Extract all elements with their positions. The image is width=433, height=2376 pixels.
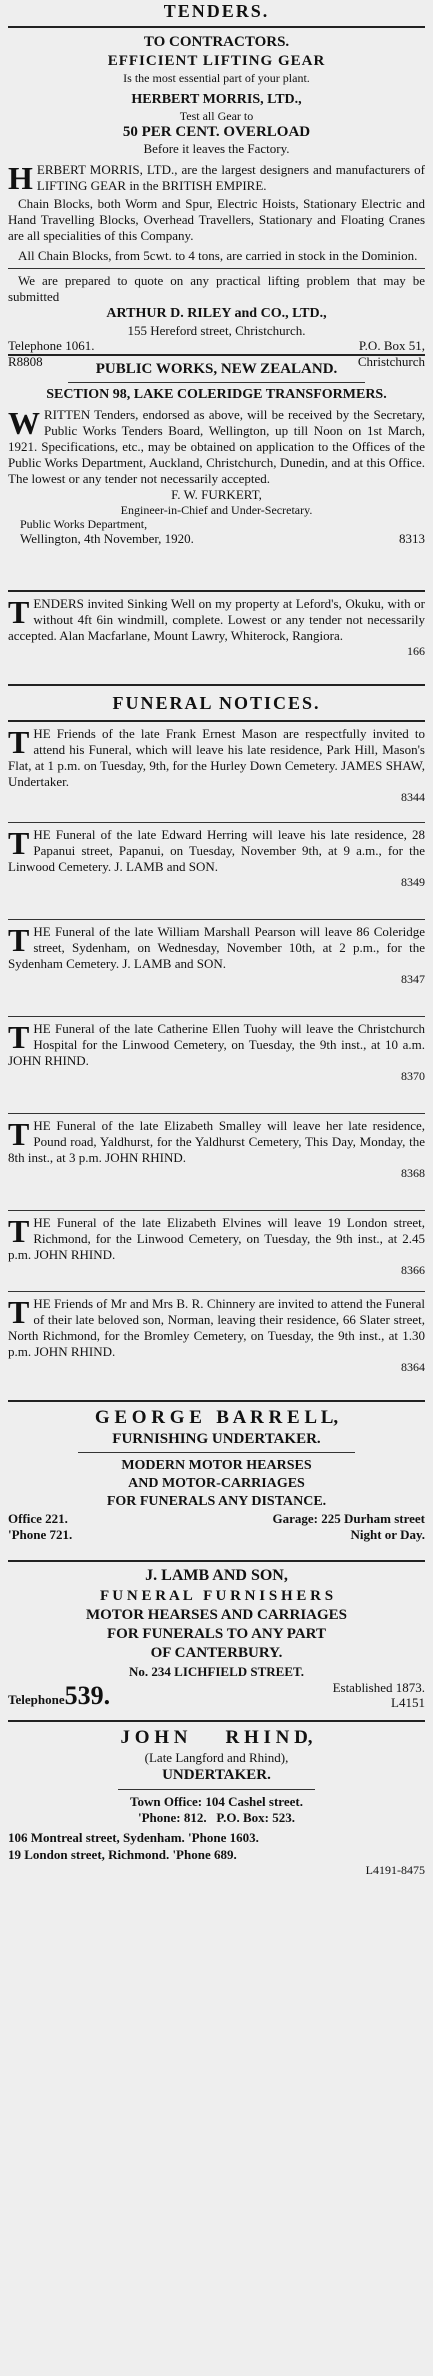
- ad-contact-row: [8, 1511, 425, 1527]
- notice-ref: 8347: [401, 972, 425, 986]
- divider: [78, 1452, 355, 1453]
- drop-cap: T: [8, 1116, 30, 1152]
- divider: [8, 720, 425, 722]
- notice-dept: Public Works Department,: [20, 517, 148, 531]
- notice-ref: 8364: [401, 1360, 425, 1374]
- ad-line: AND MOTOR-CARRIAGES: [128, 1476, 305, 1491]
- notice-text: HE Funeral of the late Elizabeth Smalley will leave her late residence, Pound road, Yaldhurst, for the Yaldhurst Cemetery, This Day, Monday, the 8th inst., at 3 p.m. JOHN RHIND.: [8, 1118, 425, 1165]
- ad-tagline: Is the most essential part of your plant.: [123, 71, 310, 85]
- hours: Night or Day.: [350, 1527, 425, 1542]
- ad-role: F U N E R A L F U R N I S H E R S: [99, 1588, 334, 1604]
- office: Office 221.: [8, 1511, 68, 1526]
- drop-cap: T: [8, 1213, 30, 1249]
- section-title-funeral-notices: FUNERAL NOTICES.: [112, 693, 321, 713]
- notice-signer: F. W. FURKERT,: [171, 487, 262, 502]
- notice-ref: 8349: [401, 875, 425, 889]
- rhind-ad: [8, 1726, 425, 1876]
- drop-cap: T: [8, 825, 30, 861]
- divider: [118, 1789, 315, 1790]
- ad-subtitle: EFFICIENT LIFTING GEAR: [107, 53, 326, 69]
- ad-body: All Chain Blocks, from 5cwt. to 4 tons, are carried in stock in the Dominion.: [18, 248, 418, 263]
- po-box: P.O. Box 51,: [358, 338, 425, 353]
- notice-title: PUBLIC WORKS, NEW ZEALAND.: [95, 361, 338, 377]
- funeral-notice: [8, 726, 425, 818]
- ad-address: No. 234 LICHFIELD STREET.: [129, 1664, 304, 1679]
- drop-cap: T: [8, 1019, 30, 1055]
- ad-company: G E O R G E B A R R E L L,: [94, 1407, 339, 1428]
- ad-agent: ARTHUR D. RILEY and CO., LTD.,: [106, 306, 327, 321]
- divider: [8, 1113, 425, 1114]
- divider: [8, 684, 425, 686]
- divider: [68, 382, 365, 383]
- ad-contact-row: [8, 1527, 425, 1543]
- divider: [8, 268, 425, 269]
- divider: [8, 1720, 425, 1722]
- ad-former: (Late Langford and Rhind),: [144, 1750, 289, 1765]
- sinking-well-notice: [8, 596, 425, 680]
- ad-company: HERBERT MORRIS, LTD.,: [131, 92, 302, 107]
- notice-ref: 166: [407, 644, 425, 658]
- city: Christchurch: [357, 354, 425, 369]
- drop-cap: H: [8, 160, 33, 196]
- telephone: Telephone 1061.: [8, 338, 95, 353]
- ad-line: MOTOR HEARSES AND CARRIAGES: [85, 1607, 348, 1623]
- funeral-notice: [8, 827, 425, 915]
- public-works-notice: [8, 360, 425, 586]
- notice-body: [8, 407, 425, 487]
- notice-text: HE Funeral of the late William Marshall Pearson will leave 86 Coleridge street, Sydenham, on Wednesday, November 10th, at 2 p.m., for the Sydenham Cemetery. J. LAMB and SON.: [8, 924, 425, 971]
- divider: [8, 919, 425, 920]
- ad-line: 50 PER CENT. OVERLOAD: [122, 124, 311, 140]
- notice-signer-title: Engineer-in-Chief and Under-Secretary.: [120, 503, 313, 517]
- ad-body: We are prepared to quote on any practical lifting problem that may be submitted: [8, 273, 425, 304]
- notice-text: HE Funeral of the late Catherine Ellen Tuohy will leave the Christchurch Hospital for the Linwood Cemetery, on Tuesday, the 9th inst., at 10 a.m. JOHN RHIND.: [8, 1021, 425, 1068]
- telephone: 'Phone 721.: [8, 1527, 73, 1542]
- ad-line: OF CANTERBURY.: [150, 1645, 283, 1661]
- drop-cap: T: [8, 724, 30, 760]
- funeral-notice: [8, 1021, 425, 1109]
- notice-text: HE Funeral of the late Edward Herring will leave his late residence, 28 Papanui street, Papanui, on Tuesday, November 9th, at 9 a.m., for the Linwood Cemetery. J. LAMB and SON.: [8, 827, 425, 874]
- notice-date-row: [8, 531, 425, 547]
- notice-text: HE Funeral of the late Elizabeth Elvines will leave 19 London street, Richmond, for the Linwood Cemetery, on Tuesday, the 9th inst., at 2.45 p.m. JOHN RHIND.: [8, 1215, 425, 1262]
- ad-role: FURNISHING UNDERTAKER.: [112, 1431, 321, 1447]
- ad-heading: TO CONTRACTORS.: [143, 34, 290, 50]
- ad-line: Before it leaves the Factory.: [143, 141, 290, 156]
- notice-ref: 8366: [401, 1263, 425, 1277]
- drop-cap: T: [8, 922, 30, 958]
- ad-company: J O H N R H I N D,: [120, 1727, 313, 1748]
- drop-cap: T: [8, 1294, 30, 1330]
- funeral-notice: [8, 1296, 425, 1396]
- ad-role: UNDERTAKER.: [162, 1767, 271, 1783]
- ad-contact-row: [8, 338, 425, 354]
- drop-cap: T: [8, 594, 30, 630]
- ad-ref: R8808: [8, 354, 43, 369]
- section-title-tenders: TENDERS.: [163, 1, 270, 21]
- ad-line: MODERN MOTOR HEARSES: [121, 1458, 312, 1473]
- divider: [8, 1210, 425, 1211]
- established: Established 1873.: [332, 1680, 425, 1695]
- ad-address: 19 London street, Richmond. 'Phone 689.: [8, 1847, 237, 1862]
- lamb-ad: [8, 1566, 425, 1716]
- funeral-notice: [8, 1215, 425, 1287]
- ad-contact-row: [8, 1680, 425, 1710]
- ad-ref: L4191-8475: [365, 1863, 425, 1877]
- garage: Garage: 225 Durham street: [272, 1511, 425, 1526]
- barrell-ad: [8, 1406, 425, 1556]
- established-block: [333, 1680, 425, 1710]
- notice-ref: 8313: [399, 531, 425, 546]
- divider: [8, 822, 425, 823]
- ad-address: 155 Hereford street, Christchurch.: [127, 323, 306, 338]
- divider: [8, 1016, 425, 1017]
- ad-company: J. LAMB AND SON,: [145, 1567, 288, 1584]
- funeral-notice: [8, 924, 425, 1012]
- ad-line: FOR FUNERALS ANY DISTANCE.: [106, 1494, 327, 1509]
- ad-line: Test all Gear to: [179, 109, 254, 123]
- notice-text: HE Friends of the late Frank Ernest Mason are respectfully invited to attend his Funeral, which will leave his late residence, Park Hill, Mason's Flat, at 1 p.m. on Tuesday, 9th, for the Hurley Down Cemetery. JAMES SHAW, Undertaker.: [8, 726, 425, 789]
- divider: [8, 1291, 425, 1292]
- funeral-notice: [8, 1118, 425, 1206]
- ad-line: 'Phone: 812. P.O. Box: 523.: [138, 1810, 295, 1825]
- ad-line: FOR FUNERALS TO ANY PART: [107, 1626, 326, 1642]
- notice-body: [8, 596, 425, 644]
- notice-body-text: RITTEN Tenders, endorsed as above, will be received by the Secretary, Public Works Tenders Board, Wellington, up till Noon on 1st March, 1921. Specifications, etc., may be obtained on application to the Offices of the Public Works Department, Auckland, Christchurch, Dunedin, and at this Office. The lowest or any tender not necessarily accepted.: [8, 407, 425, 486]
- divider: [8, 590, 425, 592]
- drop-cap: W: [8, 405, 40, 441]
- divider: [8, 1400, 425, 1402]
- telephone-number: 539.: [64, 1681, 111, 1710]
- divider: [8, 1560, 425, 1562]
- telephone-label: Telephone: [8, 1692, 65, 1707]
- notice-section: SECTION 98, LAKE COLERIDGE TRANSFORMERS.: [46, 387, 387, 402]
- ad-body: Chain Blocks, both Worm and Spur, Electric Hoists, Stationary Electric and Hand Travelling Blocks, Overhead Travellers, Stationary and Floating Cranes are all specialities of this Company.: [8, 196, 425, 243]
- notice-date: Wellington, 4th November, 1920.: [20, 531, 194, 546]
- divider: [8, 26, 425, 28]
- notice-ref: 8370: [401, 1069, 425, 1083]
- ad-address: 106 Montreal street, Sydenham. 'Phone 1603.: [8, 1830, 259, 1845]
- ad-ref: L4151: [391, 1695, 425, 1710]
- funeral-notices-list: [8, 726, 425, 1396]
- notice-body-text: ENDERS invited Sinking Well on my property at Leford's, Okuku, with or without 4ft 6in windmill, complete. Lowest or any tender not necessarily accepted. Alan Macfarlane, Mount Lawry, Whiterock, Rangiora.: [8, 596, 425, 643]
- ad-line: Town Office: 104 Cashel street.: [130, 1794, 303, 1809]
- telephone: [8, 1682, 110, 1710]
- notice-text: HE Friends of Mr and Mrs B. R. Chinnery are invited to attend the Funeral of their late beloved son, Norman, leaving their residence, 66 Slater street, North Richmond, for the Bromley Cemetery, on Tuesday, the 9th inst., at 1.30 p.m. JOHN RHIND.: [8, 1296, 425, 1359]
- ad-body-text: ERBERT MORRIS, LTD., are the largest designers and manufacturers of LIFTING GEAR in the BRITISH EMPIRE.: [36, 162, 425, 193]
- notice-ref: 8344: [401, 790, 425, 804]
- notice-ref: 8368: [401, 1166, 425, 1180]
- ad-body: [8, 162, 425, 194]
